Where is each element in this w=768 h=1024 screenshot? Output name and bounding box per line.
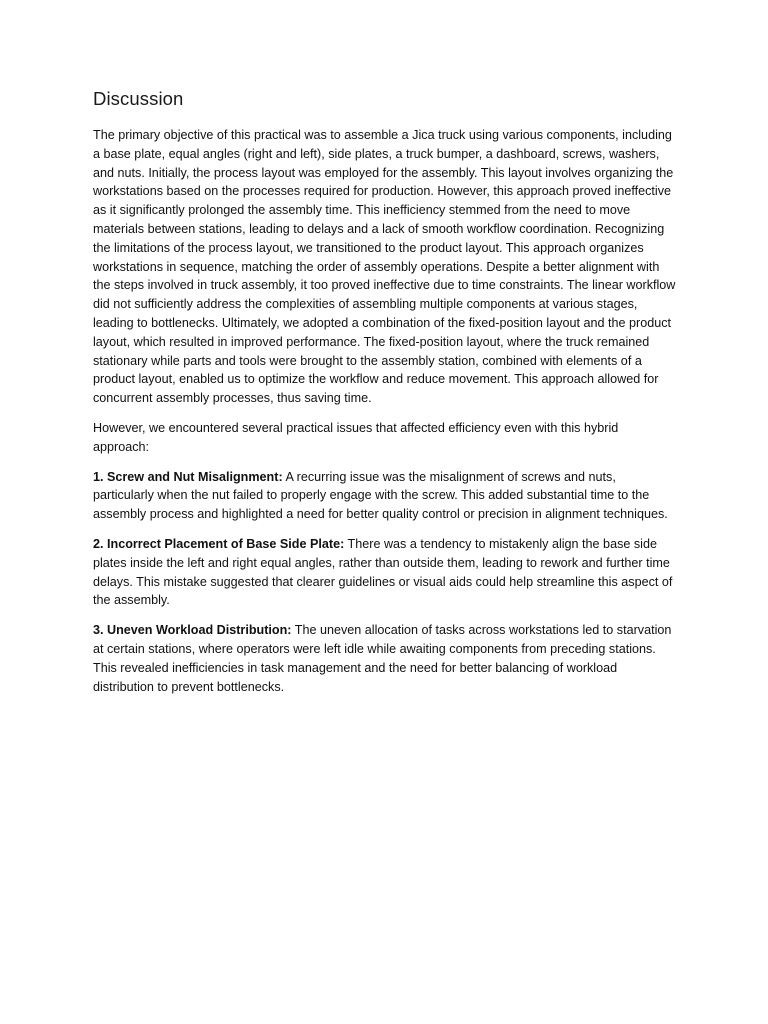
- issue-heading: 2. Incorrect Placement of Base Side Plate:: [93, 536, 345, 551]
- issue-text: A recurring issue was the misalignment of screws and nuts, particularly when the nut failed to properly engage with the screw. This added substantial time to the assembly process and highlighted a need for better quality control or precision in alignment techniques.: [93, 469, 668, 522]
- document-title: Discussion: [93, 88, 184, 109]
- issue-text: The uneven allocation of tasks across workstations led to starvation at certain stations, where operators were left idle while awaiting components from preceding stations. This revealed inefficiencies in task management and the need for better balancing of workload distribution to prevent bottlenecks.: [93, 623, 672, 694]
- issue-heading: 3. Uneven Workload Distribution:: [93, 623, 292, 638]
- issue-paragraph: [93, 621, 677, 696]
- issue-paragraph: [93, 535, 677, 610]
- document-body: [93, 86, 677, 707]
- issue-heading: 1. Screw and Nut Misalignment:: [93, 469, 283, 484]
- issues-intro-paragraph: However, we encountered several practical issues that affected efficiency even with this hybrid approach:: [93, 420, 619, 454]
- issue-text: There was a tendency to mistakenly align the base side plates inside the left and right equal angles, rather than outside them, leading to rework and further time delays. This mistake suggested that clearer guidelines or visual aids could help streamline this aspect of the assembly.: [93, 536, 673, 608]
- issue-paragraph: [93, 468, 677, 524]
- intro-paragraph: The primary objective of this practical was to assemble a Jica truck using various components, including a base plate, equal angles (right and left), side plates, a truck bumper, a dashboard, screws, washers, and nuts. Initially, the process layout was employed for the assembly. This layout involves organizing the workstations based on the processes required for production. However, this approach proved ineffective as it significantly prolonged the assembly time. This inefficiency stemmed from the need to move materials between stations, leading to delays and a lack of smooth workflow coordination. Recognizing the limitations of the process layout, we transitioned to the product layout. This approach organizes workstations in sequence, matching the order of assembly operations. Despite a better alignment with the steps involved in truck assembly, it too proved ineffective due to time constraints. The linear workflow did not sufficiently address the complexities of assembling multiple components at various stages, leading to bottlenecks. Ultimately, we adopted a combination of the fixed-position layout and the product layout, which resulted in improved performance. The fixed-position layout, where the truck remained stationary while parts and tools were brought to the assembly station, combined with elements of a product layout, enabled us to optimize the workflow and reduce movement. This approach allowed for concurrent assembly processes, thus saving time.: [93, 128, 676, 406]
